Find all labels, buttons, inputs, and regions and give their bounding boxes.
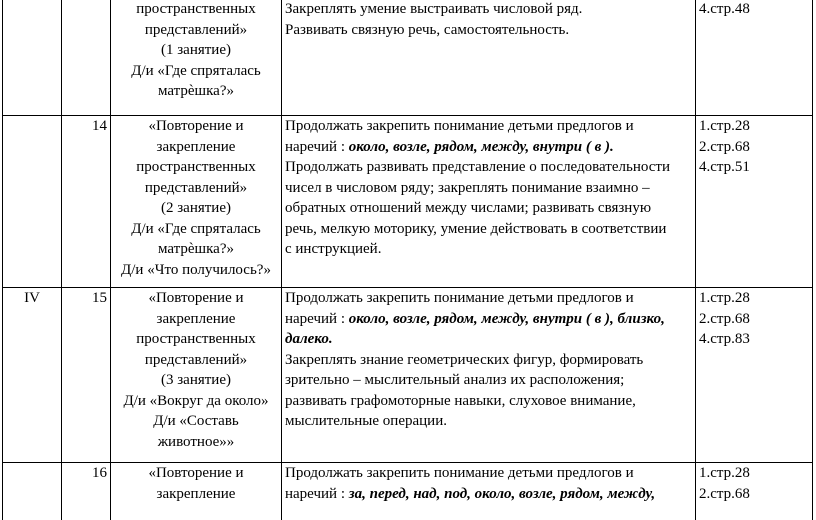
cell-goals (282, 116, 696, 288)
goal-line (285, 370, 692, 391)
goal-text: обратных отношений между числами; развивать связную (285, 200, 652, 216)
goal-line (285, 463, 692, 484)
text-line: 2.стр.68 (699, 310, 750, 327)
text-line: закрепление (156, 310, 236, 327)
text-line: закрепление (156, 485, 236, 502)
text-line: 1.стр.28 (699, 118, 750, 134)
lesson-plan-body (3, 0, 813, 520)
goal-line (285, 137, 692, 158)
cell-goals (282, 288, 696, 463)
cell-literature (696, 463, 813, 520)
text-line: Д/и «Составь (153, 413, 239, 429)
goal-text: Закреплять умение выстраивать числовой ряд. (285, 1, 583, 17)
cell-lesson-number: 14 (62, 116, 111, 288)
goal-line (285, 157, 692, 178)
text-line: 2.стр.68 (699, 138, 750, 155)
goal-emphasis: около, возле, рядом, между, внутри ( в ), близко, (348, 310, 665, 327)
goal-text: развивать графомоторные навыки, слуховое внимание, (285, 392, 636, 409)
table-row (3, 0, 813, 116)
cell-literature (696, 0, 813, 116)
cell-lesson-number: 16 (62, 463, 111, 520)
text-line: 1.стр.28 (699, 290, 750, 306)
text-line: 4.стр.83 (699, 331, 750, 347)
cell-lesson-number (62, 0, 111, 116)
text-line: матрѐшка?» (158, 83, 234, 99)
cell-part: IV (3, 288, 62, 463)
goal-line (285, 329, 692, 350)
cell-goals (282, 463, 696, 520)
text-line: Д/и «Где спряталась (131, 62, 261, 79)
goal-text: Продолжать закрепить понимание детьми предлогов и (285, 290, 634, 306)
goal-line (285, 484, 692, 505)
text-line: «Повторение и (148, 290, 244, 306)
cell-part (3, 463, 62, 520)
goal-text: наречий : (285, 485, 349, 502)
goal-line (285, 309, 692, 330)
goal-text: с инструкцией. (285, 241, 382, 257)
goal-line (285, 288, 692, 309)
text-line: 1.стр.28 (699, 465, 750, 481)
goal-text: Развивать связную речь, самостоятельность. (285, 21, 570, 38)
cell-topic (111, 0, 282, 116)
text-line: закрепление (156, 138, 236, 155)
goal-text: наречий : (285, 310, 349, 327)
text-line: Д/и «Вокруг да около» (123, 392, 269, 409)
cell-topic (111, 116, 282, 288)
goal-line (285, 350, 692, 371)
cell-lesson-number: 15 (62, 288, 111, 463)
text-line: представлений» (144, 179, 248, 196)
cell-part (3, 116, 62, 288)
text-line: 4.стр.48 (699, 1, 750, 17)
goal-text: чисел в числовом ряду; закреплять понимание взаимно – (285, 179, 650, 196)
goal-text: зрительно – мыслительный анализ их расположения; (285, 372, 625, 388)
goal-text: наречий : (285, 138, 349, 155)
text-line: (3 занятие) (161, 372, 231, 388)
table-row (3, 116, 813, 288)
goal-text: Продолжать закрепить понимание детьми предлогов и (285, 118, 634, 134)
text-line: Д/и «Что получилось?» (121, 261, 271, 278)
text-line: пространственных (136, 331, 256, 347)
goal-text: речь, мелкую моторику, умение действовать в соответствии (285, 220, 667, 237)
goal-emphasis: около, возле, рядом, между, внутри ( в ). (348, 138, 614, 155)
goal-line (285, 20, 692, 41)
goal-text: Продолжать закрепить понимание детьми предлогов и (285, 465, 634, 481)
table-row (3, 463, 813, 520)
lesson-plan-table (2, 0, 813, 520)
text-line: пространственных (136, 159, 256, 175)
goal-text: мыслительные операции. (285, 413, 447, 429)
text-line: «Повторение и (148, 118, 244, 134)
text-line: 4.стр.51 (699, 159, 750, 175)
goal-line (285, 391, 692, 412)
text-line: матрѐшка?» (158, 241, 234, 257)
goal-emphasis: далеко. (285, 331, 333, 347)
goal-text: Закреплять знание геометрических фигур, формировать (285, 351, 644, 368)
goal-line (285, 411, 692, 432)
cell-topic (111, 463, 282, 520)
cell-part (3, 0, 62, 116)
cell-literature (696, 288, 813, 463)
goal-line (285, 0, 692, 20)
goal-line (285, 239, 692, 260)
goal-line (285, 116, 692, 137)
cell-goals (282, 0, 696, 116)
text-line: представлений» (144, 21, 248, 38)
text-line: Д/и «Где спряталась (131, 220, 261, 237)
text-line: пространственных (136, 1, 256, 17)
text-line: (1 занятие) (161, 42, 231, 58)
text-line: представлений» (144, 351, 248, 368)
text-line: «Повторение и (148, 465, 244, 481)
table-row (3, 288, 813, 463)
cell-literature (696, 116, 813, 288)
text-line: (2 занятие) (161, 200, 231, 216)
goal-line (285, 178, 692, 199)
goal-text: Продолжать развивать представление о последовательности (285, 159, 670, 175)
goal-line (285, 198, 692, 219)
text-line: животное»» (157, 433, 235, 450)
goal-emphasis: за, перед, над, под, около, возле, рядом, между, (348, 485, 656, 502)
cell-topic (111, 288, 282, 463)
text-line: 2.стр.68 (699, 485, 750, 502)
goal-line (285, 219, 692, 240)
